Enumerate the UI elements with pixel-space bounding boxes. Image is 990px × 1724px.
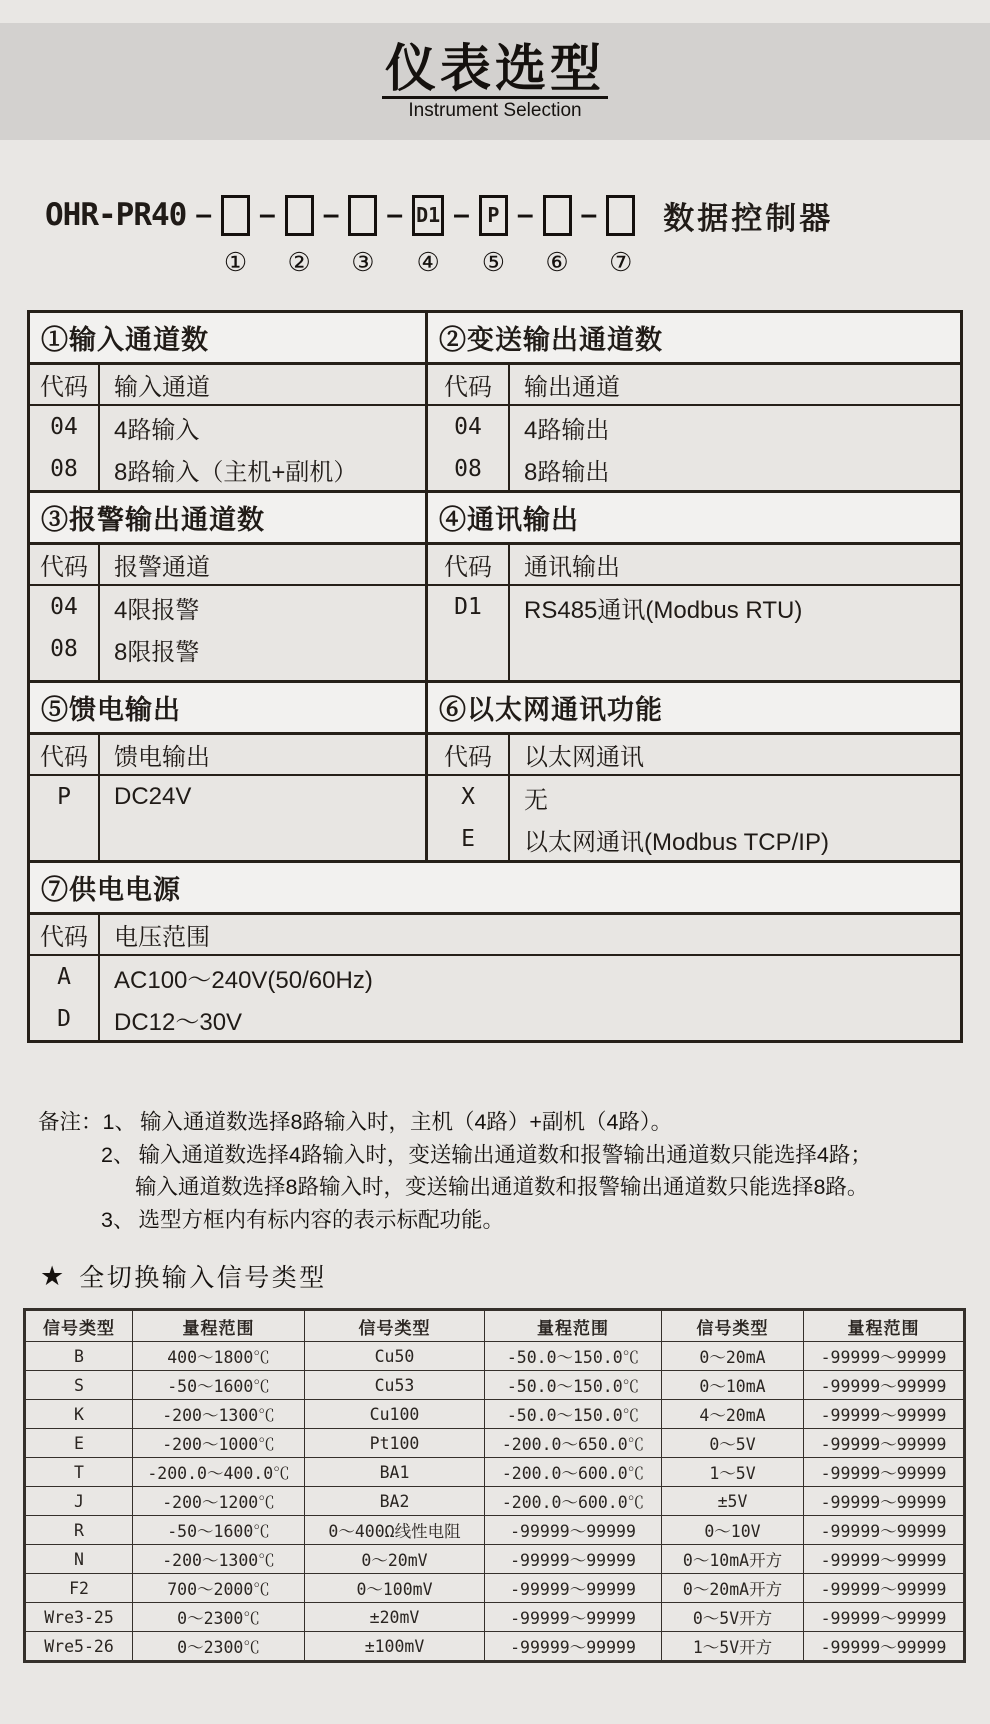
option-description: 4限报警 [114, 596, 200, 624]
signal-table-row [25, 1429, 965, 1458]
signal-type-cell: ±100mV [305, 1632, 485, 1662]
signal-type-table [23, 1308, 966, 1663]
option-description: 无 [524, 786, 548, 814]
signal-type-cell: 0～20mV [305, 1545, 485, 1574]
option-code: 08 [50, 636, 78, 662]
signal-table-column-header: 量程范围 [804, 1310, 965, 1342]
option-code: 04 [454, 414, 482, 440]
signal-type-cell: ±20mV [305, 1603, 485, 1632]
signal-type-cell: 0～400Ω线性电阻 [305, 1516, 485, 1545]
note-number: 3、 [101, 1207, 135, 1232]
section-body [30, 956, 960, 1040]
signal-range-cell: -200～1200℃ [133, 1487, 305, 1516]
model-code-box [543, 195, 572, 236]
model-code-box: D1 [412, 195, 444, 236]
note-line-2 [38, 1139, 872, 1172]
section-power-supply [27, 860, 963, 1043]
signal-table-row [25, 1342, 965, 1371]
option-description: DC24V [114, 783, 192, 810]
signal-range-cell: -200.0～600.0℃ [485, 1458, 662, 1487]
model-slot-number: ⑤ [481, 246, 505, 277]
section-title: ②变送输出通道数 [428, 313, 960, 365]
option-description: 以太网通讯(Modbus TCP/IP) [524, 828, 829, 856]
signal-range-cell: -99999～99999 [804, 1371, 965, 1400]
section-title: ⑤馈电输出 [30, 683, 425, 735]
signal-range-cell: -99999～99999 [804, 1458, 965, 1487]
model-code-slot [606, 195, 635, 277]
code-column-header: 代码 [428, 545, 510, 584]
section-title: ⑥以太网通讯功能 [428, 683, 960, 735]
option-description: 8路输入（主机+副机） [114, 458, 358, 486]
selection-tables [27, 310, 963, 1043]
desc-column-header: 输出通道 [524, 374, 620, 401]
signal-type-cell: T [25, 1458, 133, 1487]
model-suffix: 数据控制器 [663, 200, 834, 236]
model-code-box [221, 195, 250, 236]
signal-type-cell: BA1 [305, 1458, 485, 1487]
signal-range-cell: -99999～99999 [485, 1545, 662, 1574]
signal-range-cell: -50.0～150.0℃ [485, 1342, 662, 1371]
signal-range-cell: -99999～99999 [485, 1574, 662, 1603]
note-text: 选型方框内有标内容的表示标配功能。 [138, 1207, 504, 1232]
section-body [30, 406, 425, 490]
model-separator-dash: – [195, 198, 212, 231]
desc-column-header: 报警通道 [114, 554, 210, 581]
section-title: ③报警输出通道数 [30, 493, 425, 545]
signal-range-cell: -99999～99999 [485, 1516, 662, 1545]
signal-table-header-row [25, 1310, 965, 1342]
signal-section-heading [40, 1258, 327, 1294]
signal-range-cell: -99999～99999 [804, 1574, 965, 1603]
signal-range-cell: -200～1000℃ [133, 1429, 305, 1458]
page-banner [0, 23, 990, 140]
option-code: D [57, 1006, 71, 1032]
signal-type-cell: Pt100 [305, 1429, 485, 1458]
signal-range-cell: -99999～99999 [804, 1632, 965, 1662]
option-code: X [461, 784, 475, 810]
signal-table-row [25, 1574, 965, 1603]
model-slot-number: ② [287, 246, 311, 277]
section-title: ④通讯输出 [428, 493, 960, 545]
signal-range-cell: -99999～99999 [804, 1429, 965, 1458]
section-communication-output [425, 490, 963, 683]
section-feed-output [27, 680, 428, 863]
signal-type-cell: 0～100mV [305, 1574, 485, 1603]
note-line-2-continued [38, 1171, 872, 1204]
signal-type-cell: J [25, 1487, 133, 1516]
option-description: 4路输出 [524, 416, 610, 444]
signal-range-cell: -99999～99999 [485, 1603, 662, 1632]
option-description: 8路输出 [524, 458, 610, 486]
note-text: 输入通道数选择8路输入时，变送输出通道数和报警输出通道数只能选择8路。 [135, 1175, 869, 1199]
model-slot-number: ① [223, 246, 248, 277]
code-column-header: 代码 [30, 735, 100, 774]
section-ethernet-function [425, 680, 963, 863]
model-code-slot [412, 195, 444, 277]
signal-type-cell: 0～10V [662, 1516, 804, 1545]
signal-table-row [25, 1487, 965, 1516]
signal-table-row [25, 1458, 965, 1487]
section-header-row [30, 735, 425, 776]
signal-table-row [25, 1400, 965, 1429]
signal-type-cell: E [25, 1429, 133, 1458]
signal-range-cell: 0～2300℃ [133, 1632, 305, 1662]
model-separator-dash: – [580, 198, 598, 231]
desc-column-header: 以太网通讯 [524, 744, 644, 771]
section-input-channels [27, 310, 428, 493]
option-code: 04 [50, 414, 78, 440]
model-separator-dash: – [453, 198, 470, 231]
model-code-box: P [479, 195, 508, 236]
option-description: 8限报警 [114, 638, 200, 666]
signal-type-cell: 0～20mA [662, 1342, 804, 1371]
note-text: 输入通道数选择8路输入时，主机（4路）+副机（4路）。 [139, 1110, 673, 1134]
section-header-row [30, 915, 960, 956]
signal-type-cell: Cu100 [305, 1400, 485, 1429]
signal-range-cell: -99999～99999 [804, 1400, 965, 1429]
signal-range-cell: -99999～99999 [485, 1632, 662, 1662]
note-line-1 [38, 1106, 872, 1139]
signal-table-body [25, 1342, 965, 1662]
signal-type-cell: Wre3-25 [25, 1603, 133, 1632]
section-alarm-outputs [27, 490, 428, 683]
model-code-slot [479, 195, 508, 277]
model-slot-number: ④ [416, 246, 440, 277]
signal-type-cell: Wre5-26 [25, 1632, 133, 1662]
page-subtitle: Instrument Selection [408, 100, 582, 122]
model-slots [186, 195, 635, 277]
signal-type-cell: Cu53 [305, 1371, 485, 1400]
section-header-row [30, 545, 425, 586]
section-header-row [428, 365, 960, 406]
note-text: 输入通道数选择4路输入时，变送输出通道数和报警输出通道数只能选择4路； [138, 1142, 872, 1167]
signal-type-cell: F2 [25, 1574, 133, 1603]
section-header-row [428, 735, 960, 776]
section-body [428, 586, 960, 680]
model-code-box [285, 195, 314, 236]
code-column-header: 代码 [30, 365, 100, 404]
signal-range-cell: -99999～99999 [804, 1342, 965, 1371]
section-body [428, 776, 960, 860]
signal-type-cell: 1～5V [662, 1458, 804, 1487]
signal-range-cell: -50.0～150.0℃ [485, 1400, 662, 1429]
signal-type-cell: K [25, 1400, 133, 1429]
model-code-box [606, 195, 635, 236]
signal-type-cell: S [25, 1371, 133, 1400]
option-code: 08 [50, 456, 78, 482]
signal-range-cell: -50～1600℃ [133, 1516, 305, 1545]
option-code: 04 [50, 594, 78, 620]
model-code-slot [348, 195, 377, 277]
code-column-header: 代码 [428, 735, 510, 774]
model-prefix: OHR-PR40 [45, 197, 187, 233]
signal-type-cell: R [25, 1516, 133, 1545]
section-body [30, 776, 425, 860]
signal-range-cell: -50.0～150.0℃ [485, 1371, 662, 1400]
signal-type-cell: 0～20mA开方 [662, 1574, 804, 1603]
note-number: 2、 [101, 1142, 135, 1167]
desc-column-header: 馈电输出 [114, 744, 210, 771]
option-description: AC100～240V(50/60Hz) [114, 966, 373, 994]
signal-table-row [25, 1603, 965, 1632]
signal-table-column-header: 信号类型 [25, 1310, 133, 1342]
option-code: E [461, 826, 475, 852]
signal-type-cell: 1～5V开方 [662, 1632, 804, 1662]
desc-column-header: 电压范围 [114, 924, 210, 951]
option-code: A [57, 964, 71, 990]
signal-type-cell: B [25, 1342, 133, 1371]
model-code-box [348, 195, 377, 236]
note-number: 1、 [102, 1110, 136, 1134]
signal-range-cell: 0～2300℃ [133, 1603, 305, 1632]
signal-range-cell: -200～1300℃ [133, 1400, 305, 1429]
code-column-header: 代码 [428, 365, 510, 404]
option-code: 08 [454, 456, 482, 482]
model-slot-number: ⑥ [545, 246, 569, 277]
signal-type-cell: ±5V [662, 1487, 804, 1516]
signal-table-column-header: 信号类型 [662, 1310, 804, 1342]
section-retransmission-outputs [425, 310, 963, 493]
model-code-line [45, 192, 834, 277]
signal-range-cell: 400～1800℃ [133, 1342, 305, 1371]
signal-table-column-header: 量程范围 [485, 1310, 662, 1342]
signal-table-column-header: 量程范围 [133, 1310, 305, 1342]
signal-range-cell: -99999～99999 [804, 1487, 965, 1516]
signal-type-cell: 0～5V [662, 1429, 804, 1458]
desc-column-header: 输入通道 [114, 374, 210, 401]
signal-table-row [25, 1545, 965, 1574]
star-icon: ★ [40, 1260, 65, 1291]
code-column-header: 代码 [30, 915, 100, 954]
signal-range-cell: -200.0～600.0℃ [485, 1487, 662, 1516]
signal-type-cell: 0～10mA开方 [662, 1545, 804, 1574]
model-slot-number: ⑦ [609, 246, 633, 277]
signal-range-cell: -99999～99999 [804, 1603, 965, 1632]
model-code-slot [285, 195, 314, 277]
code-column-header: 代码 [30, 545, 100, 584]
signal-range-cell: -200.0～650.0℃ [485, 1429, 662, 1458]
signal-type-cell: 4～20mA [662, 1400, 804, 1429]
note-line-3 [38, 1204, 872, 1237]
signal-range-cell: -200～1300℃ [133, 1545, 305, 1574]
model-separator-dash: – [516, 198, 534, 231]
signal-type-cell: Cu50 [305, 1342, 485, 1371]
option-description: DC12～30V [114, 1008, 243, 1036]
signal-range-cell: -200.0～400.0℃ [133, 1458, 305, 1487]
section-header-row [30, 365, 425, 406]
notes-block [38, 1106, 872, 1236]
signal-range-cell: -99999～99999 [804, 1545, 965, 1574]
signal-range-cell: -99999～99999 [804, 1516, 965, 1545]
signal-type-cell: 0～5V开方 [662, 1603, 804, 1632]
option-description: RS485通讯(Modbus RTU) [524, 596, 803, 624]
signal-table-row [25, 1632, 965, 1662]
section-body [30, 586, 425, 680]
signal-table-row [25, 1371, 965, 1400]
signal-table-head [25, 1310, 965, 1342]
option-description: 4路输入 [114, 416, 200, 444]
signal-type-cell: BA2 [305, 1487, 485, 1516]
signal-section-title: 全切换输入信号类型 [79, 1264, 327, 1292]
model-separator-dash: – [259, 198, 276, 231]
signal-type-cell: N [25, 1545, 133, 1574]
model-slot-number: ③ [351, 246, 375, 277]
signal-type-cell: 0～10mA [662, 1371, 804, 1400]
section-title: ⑦供电电源 [30, 863, 960, 915]
notes-label: 备注： [38, 1110, 103, 1134]
model-code-slot [543, 195, 572, 277]
model-separator-dash: – [322, 198, 340, 231]
model-code-slot [221, 195, 250, 277]
model-separator-dash: – [386, 198, 404, 231]
section-header-row [428, 545, 960, 586]
option-code: D1 [454, 594, 482, 620]
signal-table-column-header: 信号类型 [305, 1310, 485, 1342]
signal-range-cell: 700～2000℃ [133, 1574, 305, 1603]
signal-range-cell: -50～1600℃ [133, 1371, 305, 1400]
page-title: 仪表选型 [382, 41, 608, 99]
section-body [428, 406, 960, 490]
option-code: P [57, 784, 71, 810]
section-title: ①输入通道数 [30, 313, 425, 365]
signal-table-row [25, 1516, 965, 1545]
desc-column-header: 通讯输出 [524, 554, 620, 581]
